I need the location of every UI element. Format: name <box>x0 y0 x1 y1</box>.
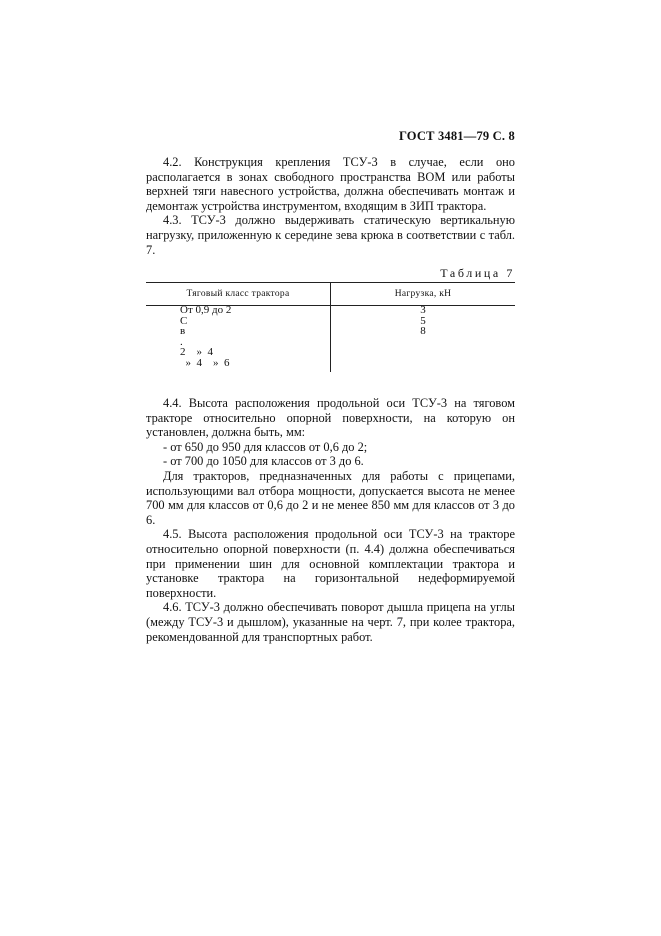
table-cell: » 4 » 6 <box>180 356 230 369</box>
table-header-load: Нагрузка, кН <box>394 289 452 299</box>
table-cell: в <box>180 325 186 337</box>
paragraph-pto: Для тракторов, предназначенных для работы с прицепами, использующими вал отбора мощности, допускается высота не менее 700 мм для классов от 0,6 до 2 и не менее 850 мм для классов от 3 до 6. <box>146 468 515 527</box>
table-cell: 5 <box>420 314 426 327</box>
table-cell: 3 <box>420 304 426 316</box>
table-cell: . <box>180 335 183 348</box>
paragraph-4-3: 4.3. ТСУ-3 должно выдерживать статическую вертикальную нагрузку, приложенную к середине зева крюка в соответствии с табл. 7. <box>146 213 515 257</box>
list-item-dash-2: - от 700 до 1050 для классов от 3 до 6. <box>163 454 364 469</box>
table-header-tractor-class: Тяговый класс трактора <box>186 289 290 299</box>
table-cell: От 0,9 до 2 <box>180 304 232 316</box>
table-cell: С <box>180 314 188 327</box>
paragraph-4-6: 4.6. ТСУ-3 должно обеспечивать поворот дышла прицепа на углы (между ТСУ-3 и дышлом), указанные на черт. 7, при колее трактора, рекомендованной для транспортных работ. <box>146 600 515 644</box>
text-block-bottom <box>146 396 515 644</box>
text-block-top <box>146 155 515 257</box>
table-caption: Таблица 7 <box>440 266 515 280</box>
table-column-load <box>331 305 515 337</box>
table-cell: 2 » 4 <box>180 346 213 358</box>
paragraph-4-5: 4.5. Высота расположения продольной оси ТСУ-3 на тракторе относительно опорной поверхности (п. 4.4) должна обеспечиваться при применении шин для основной комплектации трактора и установке трактора на горизонтальной недеформируемой поверхности. <box>146 527 515 600</box>
table-cell: 8 <box>420 325 426 337</box>
table-column-tractor-class <box>180 305 231 368</box>
load-table <box>146 282 515 373</box>
paragraph-4-4: 4.4. Высота расположения продольной оси ТСУ-3 на тяговом тракторе относительно опорной поверхности, на которую он установлен, должна быть, мм: <box>146 396 515 440</box>
page-header-doc-ref: ГОСТ 3481—79 С. 8 <box>398 129 515 143</box>
list-item-dash-1: - от 650 до 950 для классов от 0,6 до 2; <box>163 439 368 454</box>
paragraph-4-2: 4.2. Конструкция крепления ТСУ-3 в случае, если оно располагается в зонах свободного пространства ВОМ или работы верхней тяги навесного устройства, должна обеспечивать монтаж и демонтаж устройства инструментом, входящим в ЗИП трактора. <box>146 155 515 213</box>
